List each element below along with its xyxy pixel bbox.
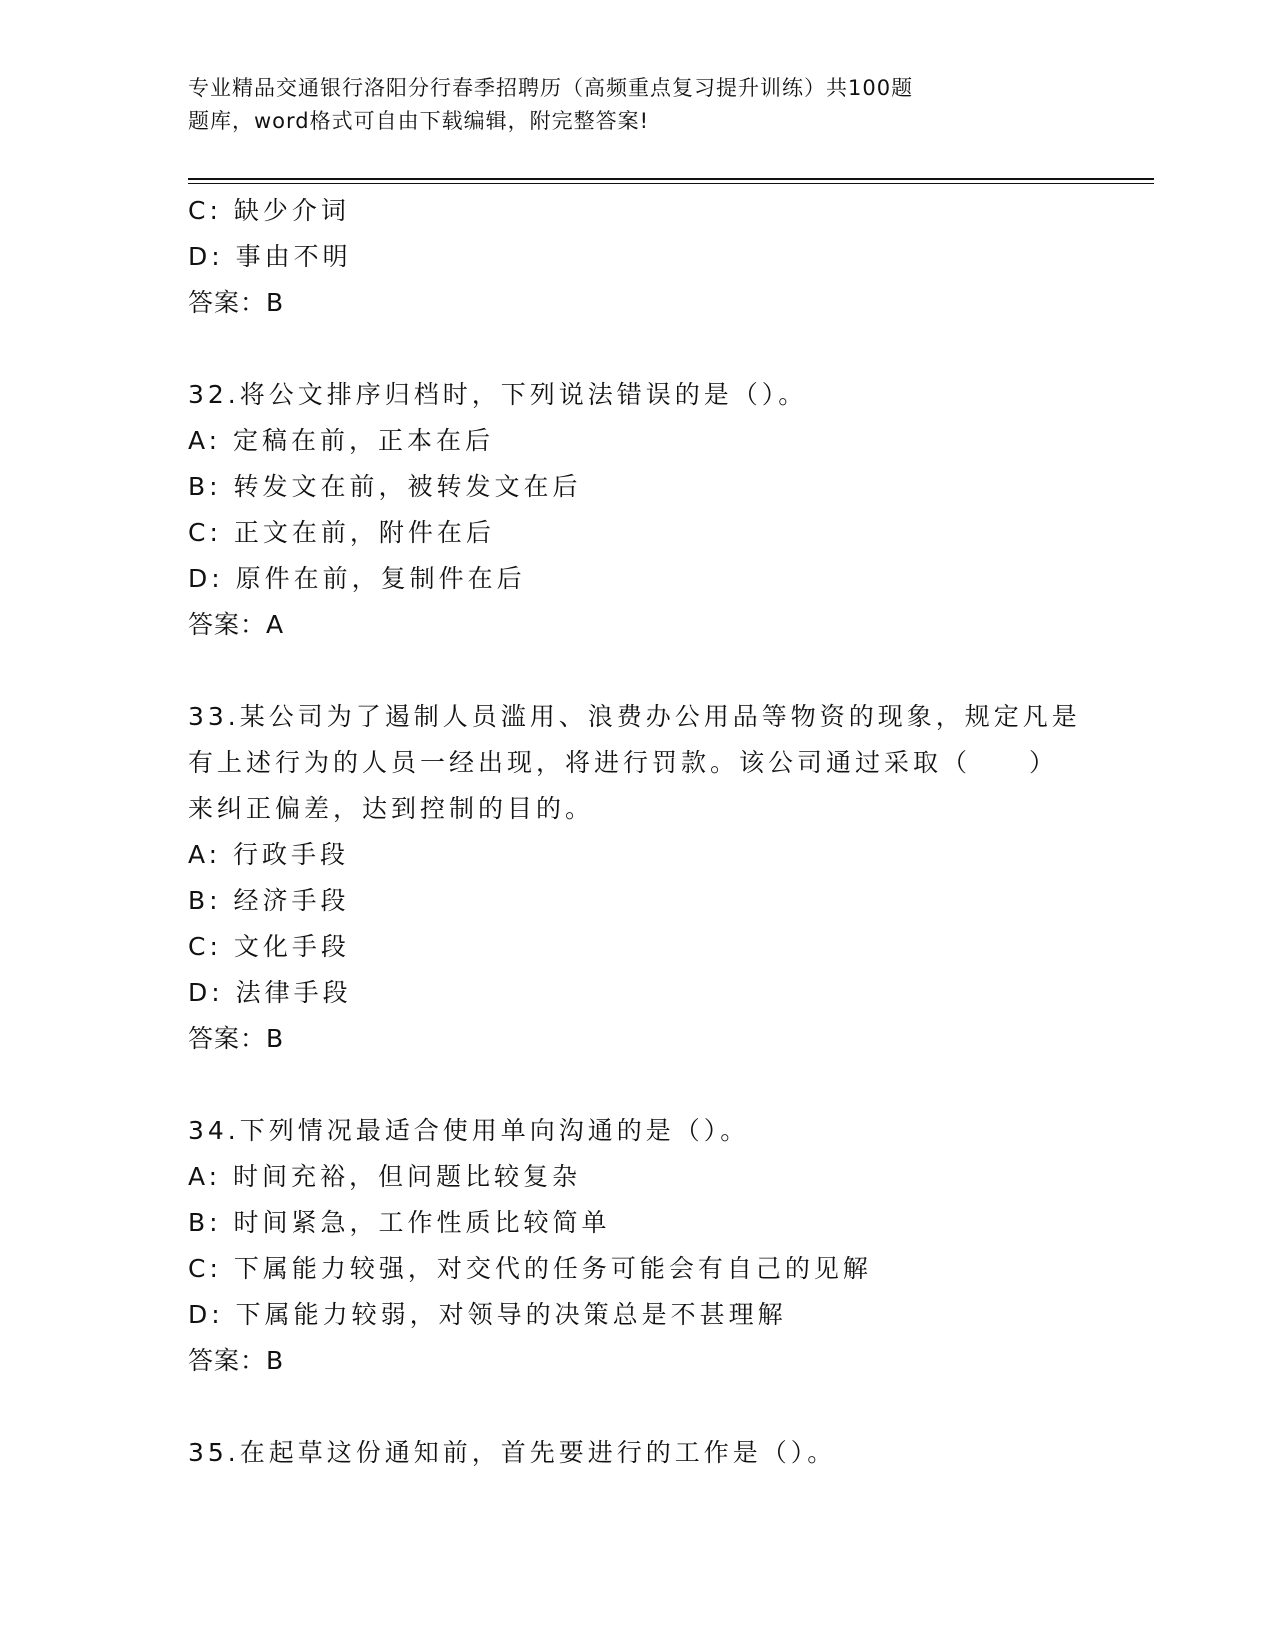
question-stem-line-2: 有上述行为的人员一经出现，将进行罚款。该公司通过采取（ ） [188, 748, 1059, 777]
answer-line: 答案：B [188, 1024, 285, 1053]
option-d: D: 法律手段 [188, 978, 352, 1007]
header-title-line-1: 专业精品交通银行洛阳分行春季招聘历（高频重点复习提升训练）共100题 [188, 76, 914, 100]
question-33 [188, 694, 1088, 1062]
question-stem: 35.在起草这份通知前，首先要进行的工作是（）。 [188, 1438, 837, 1467]
question-stem-line-3: 来纠正偏差，达到控制的目的。 [188, 794, 595, 823]
option-b: B: 转发文在前，被转发文在后 [188, 472, 582, 501]
header-divider-thick [188, 178, 1154, 180]
option-a: A: 定稿在前，正本在后 [188, 426, 495, 455]
question-stem-line-1: 33.某公司为了遏制人员滥用、浪费办公用品等物资的现象，规定凡是 [188, 702, 1081, 731]
document-body [188, 188, 1088, 1476]
header-divider-thin [188, 183, 1154, 184]
question-32 [188, 372, 1088, 648]
page-header [188, 72, 1068, 138]
answer-line: 答案：B [188, 1346, 285, 1375]
answer-line: 答案：B [188, 288, 285, 317]
option-c: C: 缺少介词 [188, 196, 350, 225]
option-d: D: 事由不明 [188, 242, 352, 271]
question-stem: 32.将公文排序归档时，下列说法错误的是（）。 [188, 380, 808, 409]
option-c: C: 下属能力较强，对交代的任务可能会有自己的见解 [188, 1254, 872, 1283]
question-35 [188, 1430, 1088, 1476]
option-a: A: 行政手段 [188, 840, 350, 869]
answer-line: 答案：A [188, 610, 285, 639]
header-title-line-2: 题库，word格式可自由下载编辑，附完整答案! [188, 109, 650, 133]
previous-question-tail [188, 188, 1088, 326]
option-b: B: 时间紧急，工作性质比较简单 [188, 1208, 611, 1237]
question-stem: 34.下列情况最适合使用单向沟通的是（）。 [188, 1116, 750, 1145]
option-b: B: 经济手段 [188, 886, 350, 915]
option-d: D: 下属能力较弱，对领导的决策总是不甚理解 [188, 1300, 787, 1329]
option-c: C: 文化手段 [188, 932, 350, 961]
option-a: A: 时间充裕，但问题比较复杂 [188, 1162, 582, 1191]
option-d: D: 原件在前，复制件在后 [188, 564, 526, 593]
question-34 [188, 1108, 1088, 1384]
option-c: C: 正文在前，附件在后 [188, 518, 495, 547]
